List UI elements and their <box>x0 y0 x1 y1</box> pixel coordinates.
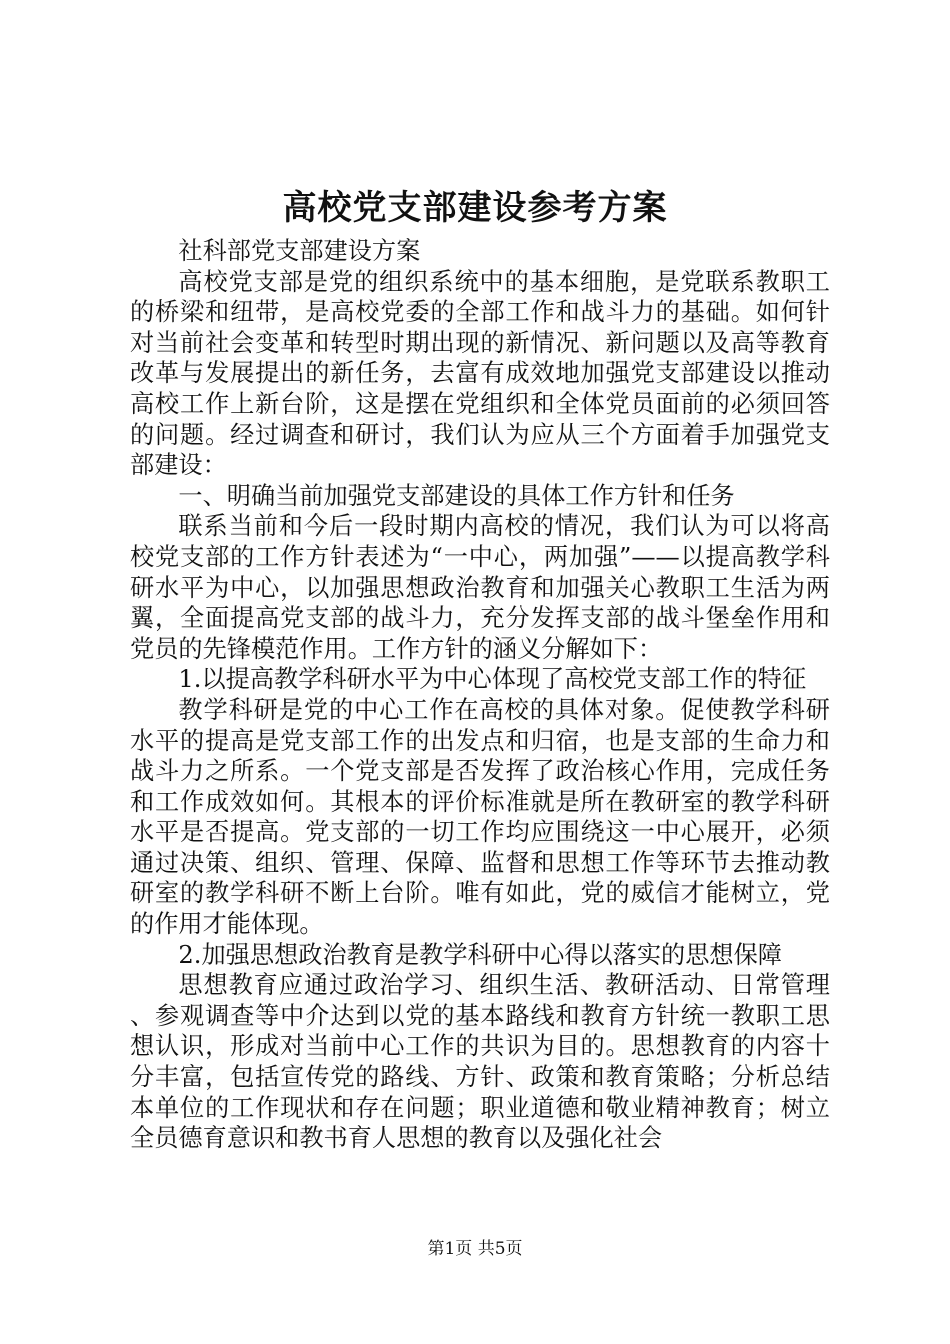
paragraph-teaching: 教学科研是党的中心工作在高校的具体对象。促使教学科研水平的提高是党支部工作的出发点和归宿，也是支部的生命力和战斗力之所系。一个党支部是否发挥了政治核心作用，完成任务和工作成效如何。其根本的评价标准就是所在教研室的教学科研水平是否提高。党支部的一切工作均应围绕这一中心展开，必须通过决策、组织、管理、保障、监督和思想工作等环节去推动教研室的教学科研不断上台阶。唯有如此，党的威信才能树立，党的作用才能体现。 <box>130 695 830 939</box>
paragraph-intro: 高校党支部是党的组织系统中的基本细胞，是党联系教职工的桥梁和纽带，是高校党委的全部工作和战斗力的基础。如何针对当前社会变革和转型时期出现的新情况、新问题以及高等教育改革与发展提出的新任务，去富有成效地加强党支部建设以推动高校工作上新台阶，这是摆在党组织和全体党员面前的必须回答的问题。经过调查和研讨，我们认为应从三个方面着手加强党支部建设： <box>130 267 830 480</box>
paragraph-guideline: 联系当前和今后一段时期内高校的情况，我们认为可以将高校党支部的工作方针表述为“一中心，两加强”——以提高教学科研水平为中心，以加强思想政治教育和加强关心教职工生活为两翼，全面提高党支部的战斗力，充分发挥支部的战斗堡垒作用和党员的先锋模范作用。工作方针的涵义分解如下： <box>130 512 830 663</box>
subheading-1: 1.以提高教学科研水平为中心体现了高校党支部工作的特征 <box>178 665 807 694</box>
paragraph-subtitle: 社科部党支部建设方案 <box>178 237 421 265</box>
document-title: 高校党支部建设参考方案 <box>282 188 668 228</box>
document-body <box>130 236 830 1154</box>
paragraph-education: 思想教育应通过政治学习、组织生活、教研活动、日常管理、参观调查等中介达到以党的基本路线和教育方针统一教职工思想认识，形成对当前中心工作的共识为目的。思想教育的内容十分丰富，包括宣传党的路线、方针、政策和教育策略；分析总结本单位的工作现状和存在问题；职业道德和敬业精神教育；树立全员德育意识和教书育人思想的教育以及强化社会 <box>130 971 830 1153</box>
page-indicator: 第1页 共5页 <box>427 1239 523 1259</box>
subheading-2: 2.加强思想政治教育是教学科研中心得以落实的思想保障 <box>178 940 782 969</box>
section-heading-1: 一、明确当前加强党支部建设的具体工作方针和任务 <box>178 481 735 510</box>
